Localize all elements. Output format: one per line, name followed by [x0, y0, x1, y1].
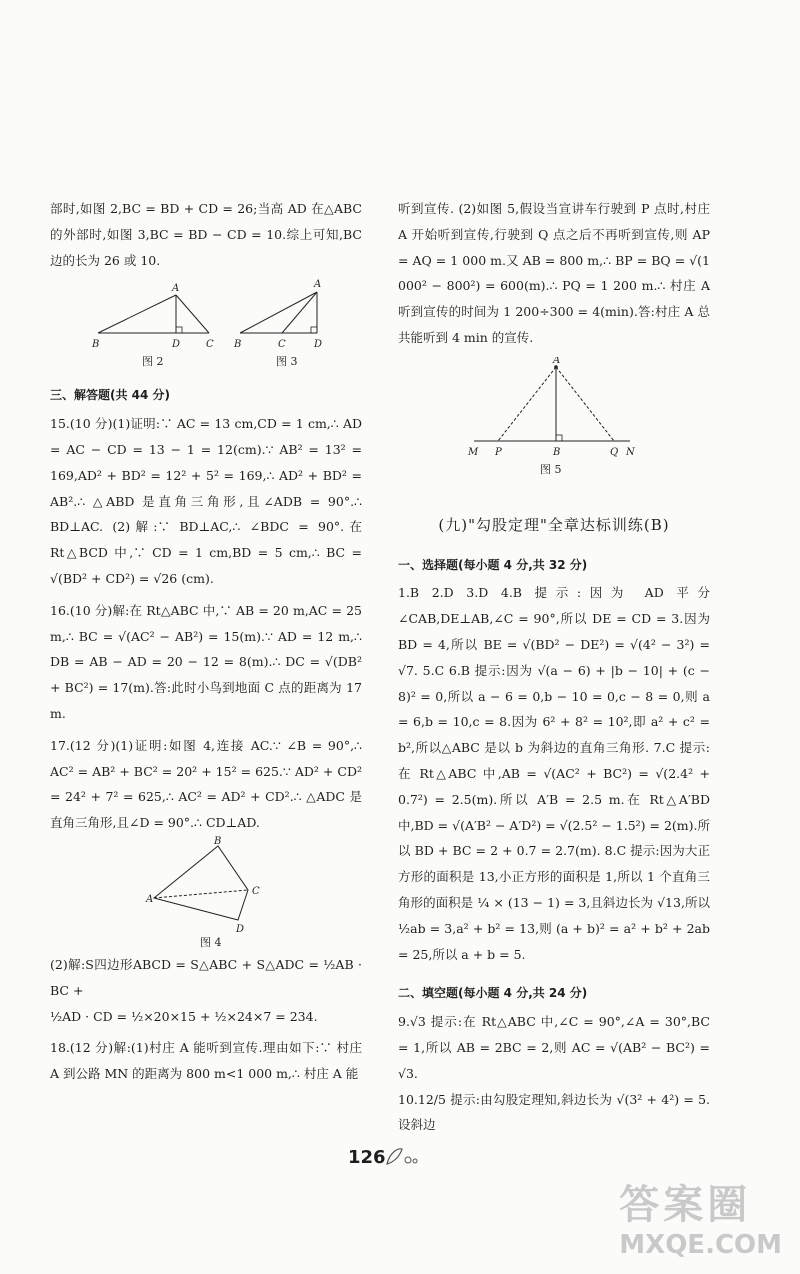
fig4-label-D: D: [236, 923, 245, 935]
section-heading-choice: 一、选择题(每小题 4 分,共 32 分): [398, 557, 588, 572]
leaf-ornament-icon: [384, 1146, 418, 1172]
fig5-caption: 图 5: [540, 462, 562, 476]
figure-5-diagram: [398, 357, 710, 477]
watermark: [619, 1173, 782, 1260]
right-column: [398, 196, 710, 1138]
figure-5: [398, 357, 710, 477]
fig4-caption: 图 4: [200, 935, 222, 948]
question-17: 17.(12 分)(1)证明:如图 4,连接 AC.∵ ∠B = 90°,∴ AC² = AB² + BC² = 20² + 15² = 625.∵ AD² + CD² = 24² + 7² = 625,∴ AC² = AD² + CD².∴ △ADC 是直角三角形,且∠D = 90°.∴ CD⊥AD.: [50, 737, 362, 831]
question-18: 18.(12 分)解:(1)村庄 A 能听到宣传.理由如下:∵ 村庄 A 到公路 MN 的距离为 800 m<1 000 m,∴ 村庄 A 能: [50, 1040, 362, 1082]
choice-answers: 1.B 2.D 3.D 4.B 提示:因为 AD 平分∠CAB,DE⊥AB,∠C = 90°,所以 DE = CD = 3.因为 BD = 4,所以 BE = √(BD² − DE²) = √(4² − 3²) = √7. 5.C 6.B 提示:因为 √(a − 6) + |b − 10| + (c − 8)² = 0,所以 a − 6 = 0,b − 10 = 0,c − 8 = 0,则 a = 6,b = 10,c = 8.因为 6² + 8² = 10²,即 a² + c² = b²,所以△ABC 是以 b 为斜边的直角三角形. 7.C 提示:在 Rt△ABC 中,AB = √(AC² + BC²) = √(2.4² + 0.7²) = 2.5(m).所以 A′B = 2.5 m.在 Rt△A′BD 中,BD = √(A′B² − A′D²) = √(2.5² − 1.5²) = 2(m).所以 BD + BC = 2 + 0.7 = 2.7(m). 8.C 提示:因为大正方形的面积是 13,小正方形的面积是 1,所以 1 个直角三角形的面积是 ¼ × (13 − 1) = 3,且斜边长为 √13,所以 ½ab = 3,a² + b² = 13,则 (a + b)² = a² + b² + 2ab = 25,所以 a + b = 5.: [398, 585, 710, 962]
fig3-label-A: A: [314, 279, 322, 291]
fig5-label-A: A: [553, 356, 561, 366]
fig5-label-N: N: [626, 446, 635, 458]
fig5-label-B: B: [553, 446, 561, 458]
figure-4: [50, 836, 362, 948]
fig3-label-D: D: [314, 339, 323, 351]
fig3-caption: 图 3: [276, 355, 298, 369]
fig2-label-A: A: [172, 283, 180, 295]
fig3-label-C: C: [278, 339, 286, 351]
question-9: 9.√3 提示:在 Rt△ABC 中,∠C = 90°,∠A = 30°,BC = 1,所以 AB = 2BC = 2,则 AC = √(AB² − BC²) = √3.: [398, 1014, 710, 1081]
section-heading-fill: 二、填空题(每小题 4 分,共 24 分): [398, 986, 588, 1001]
chapter-title: (九)"勾股定理"全章达标训练(B): [438, 515, 670, 534]
fig4-label-A: A: [146, 893, 154, 905]
question-18-continuation: 听到宣传. (2)如图 5,假设当宣讲车行驶到 P 点时,村庄 A 开始听到宣传,行驶到 Q 点之后不再听到宣传,则 AP = AQ = 1 000 m.又 AB = 800 m,∴ BP = BQ = √(1 000² − 800²) = 600(m).∴ PQ = 1 200 m.∴ 村庄 A 听到宣传的时间为 1 200÷300 = 4(min).答:村庄 A 总共能听到 4 min 的宣传.: [398, 201, 710, 345]
figure-2-3-diagram: [50, 273, 362, 369]
fig2-label-B: B: [92, 339, 100, 351]
left-column: [50, 196, 362, 1087]
page-number: 126: [348, 1147, 386, 1168]
figure-2: [91, 283, 214, 350]
fig5-label-M: M: [468, 446, 479, 458]
fig4-label-C: C: [252, 885, 260, 897]
watermark-url: MXQE.COM: [619, 1230, 782, 1260]
paragraph-continuation: 部时,如图 2,BC = BD + CD = 26;当高 AD 在△ABC 的外部时,如图 3,BC = BD − CD = 10.综上可知,BC 边的长为 26 或 10.: [50, 201, 362, 268]
fig2-label-C: C: [206, 339, 214, 351]
question-16: 16.(10 分)解:在 Rt△ABC 中,∵ AB = 20 m,AC = 25 m,∴ BC = √(AC² − AB²) = 15(m).∵ AD = 12 m,∴ DB = AB − AD = 20 − 12 = 8(m).∴ DC = √(DB² + BC²) = 17(m).答:此时小鸟到地面 C 点的距离为 17 m.: [50, 602, 362, 721]
fig5-label-Q: Q: [610, 446, 619, 458]
watermark-logo-text: 答案圈: [619, 1182, 752, 1228]
fig4-label-B: B: [214, 835, 222, 847]
question-15: 15.(10 分)(1)证明:∵ AC = 13 cm,CD = 1 cm,∴ AD = AC − CD = 13 − 1 = 12(cm).∵ AB² = 13² = 169,AD² + BD² = 12² + 5² = 169,∴ AD² + BD² = AB².∴ △ABD 是直角三角形,且∠ADB = 90°.∴ BD⊥AC. (2)解:∵ BD⊥AC,∴ ∠BDC = 90°.在 Rt△BCD 中,∵ CD = 1 cm,BD = 5 cm,∴ BC = √(BD² + CD²) = √26 (cm).: [50, 416, 362, 586]
figure-3: [233, 279, 322, 350]
fig2-caption: 图 2: [142, 355, 164, 369]
figures-2-3: [50, 273, 362, 369]
question-10: 10.12/5 提示:由勾股定理知,斜边长为 √(3² + 4²) = 5.设斜边: [398, 1091, 710, 1133]
fig2-label-D: D: [172, 339, 181, 351]
question-17-part2-line2: ½AD · CD = ½×20×15 + ½×24×7 = 234.: [50, 1008, 318, 1024]
fig3-label-B: B: [234, 339, 242, 351]
section-heading-answers: 三、解答题(共 44 分): [50, 388, 171, 403]
fig5-label-P: P: [495, 446, 502, 458]
figure-4-diagram: [50, 836, 362, 948]
question-17-part2-line1: (2)解:S四边形ABCD = S△ABC + S△ADC = ½AB · BC +: [50, 956, 362, 998]
